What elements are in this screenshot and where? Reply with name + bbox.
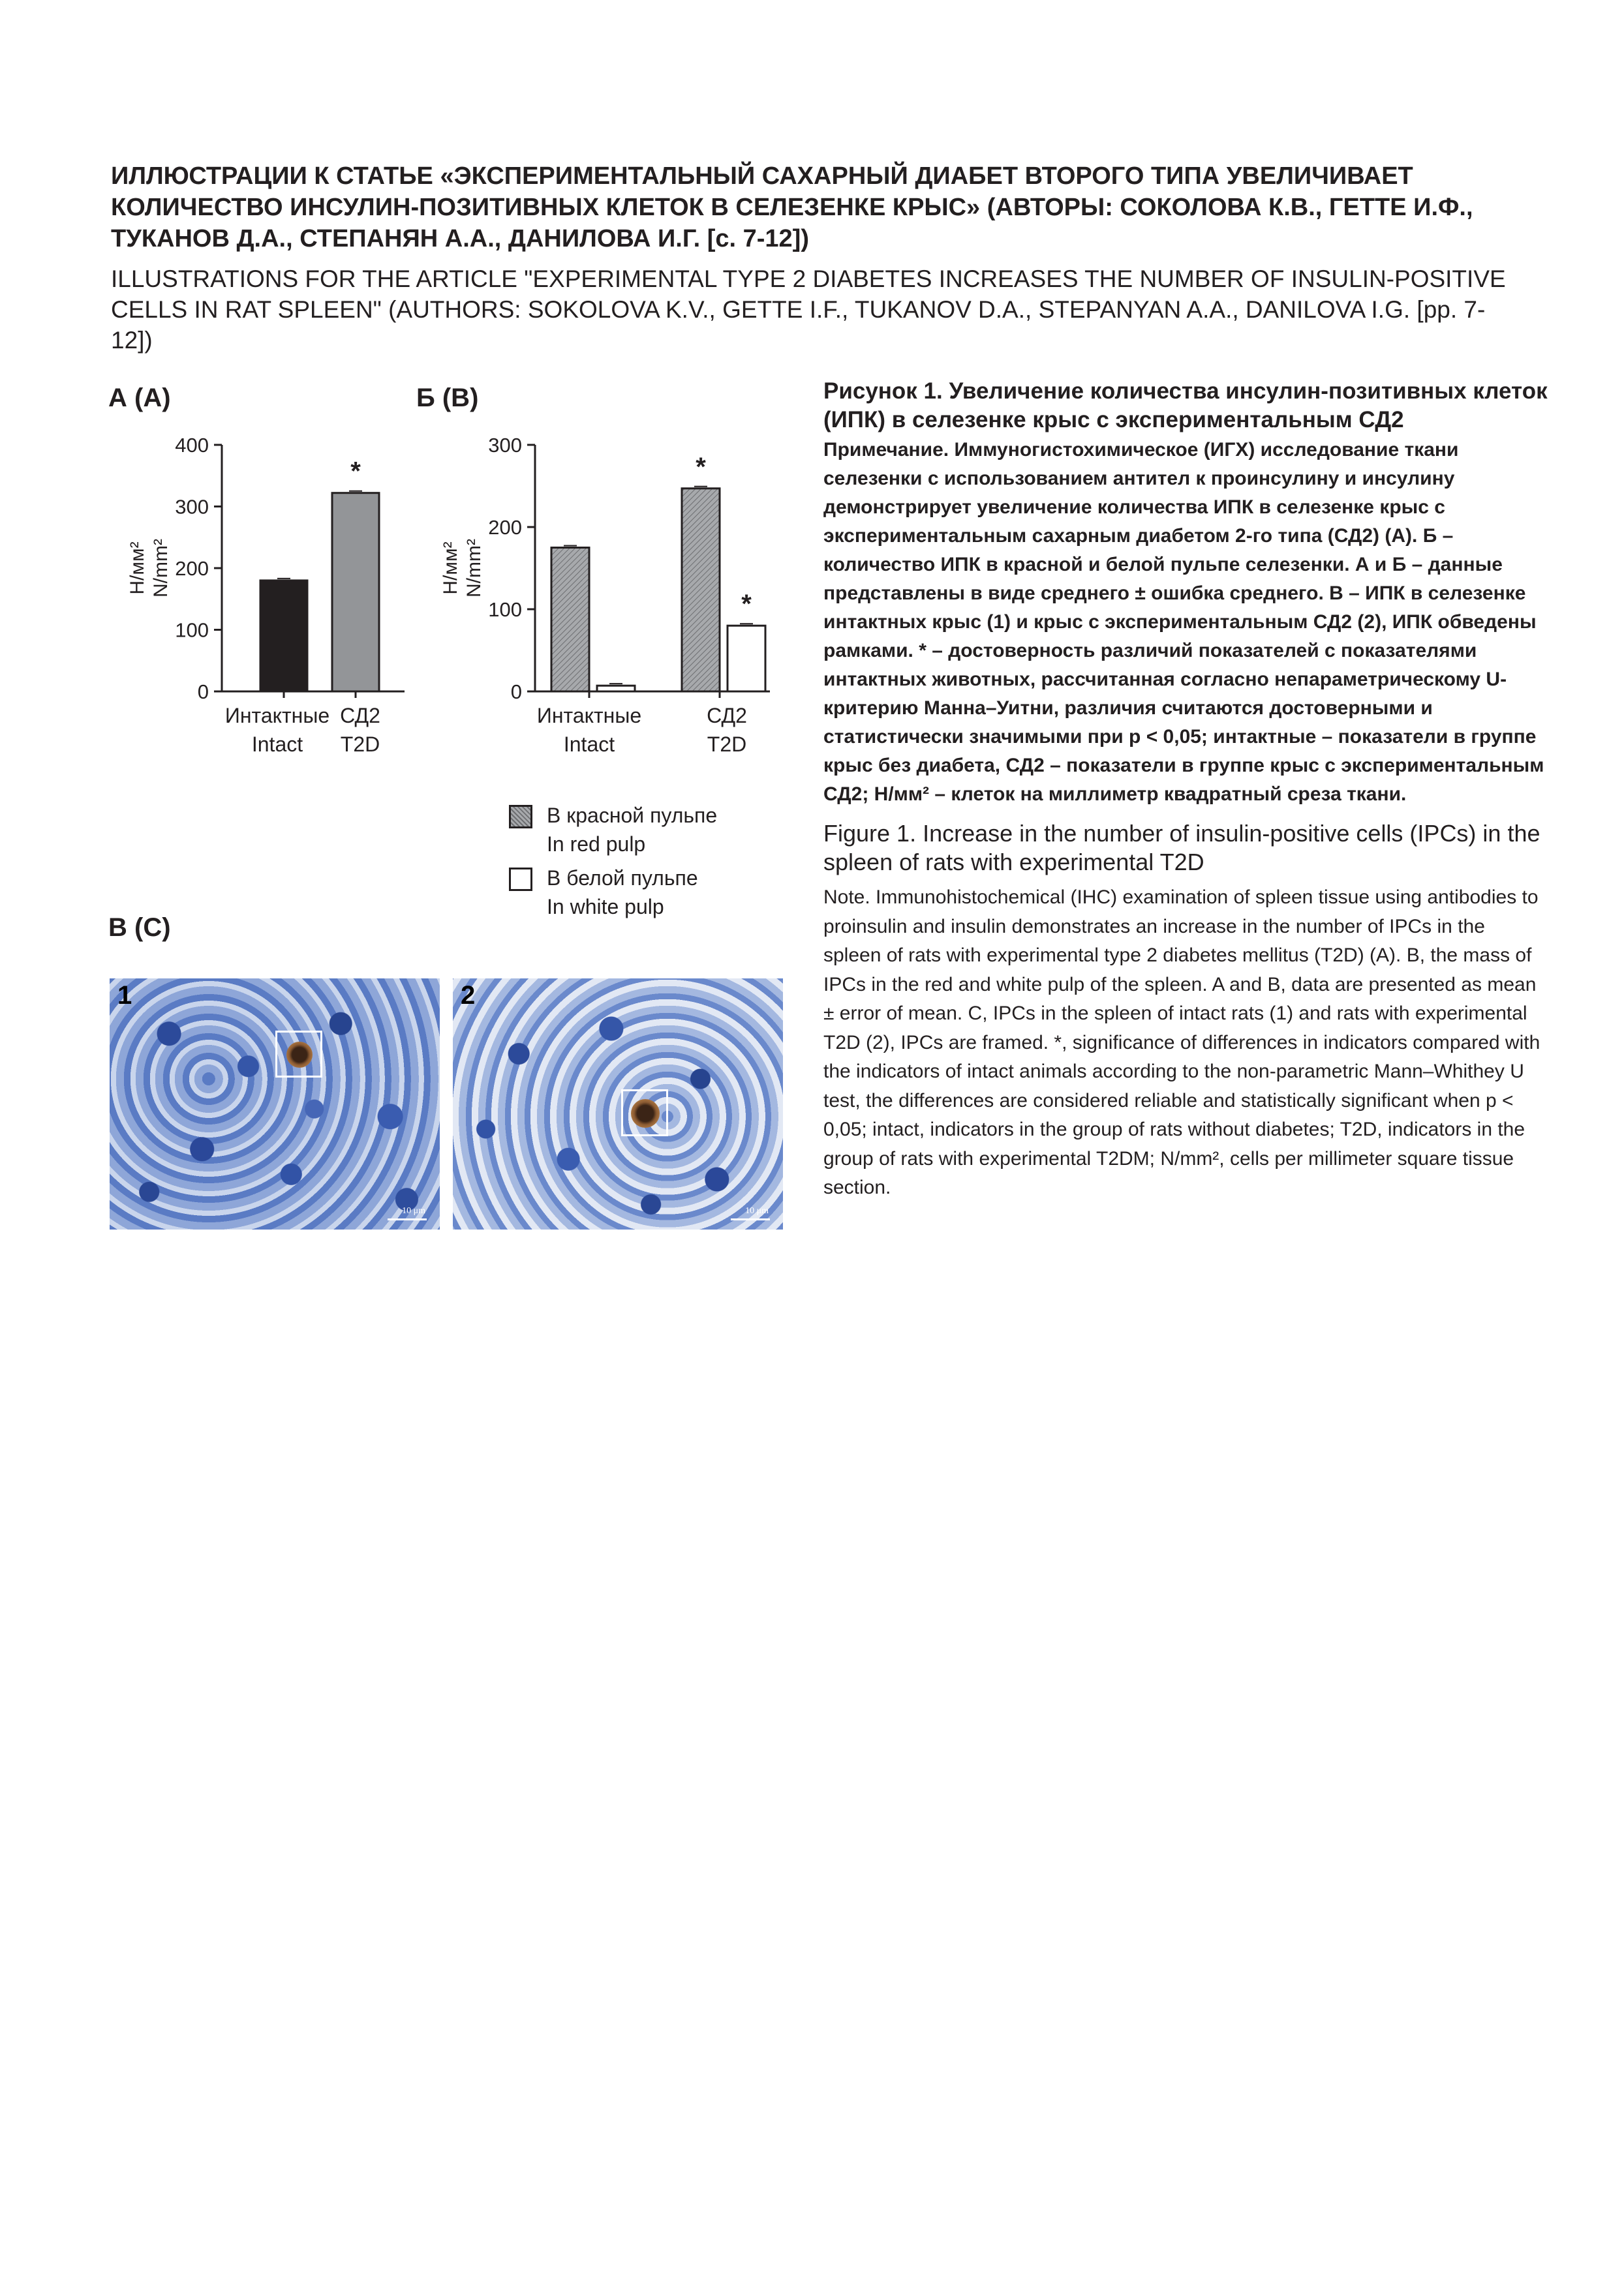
page-header <box>111 160 1514 355</box>
x-tick-label-ru: СД2 <box>340 704 380 727</box>
scale-label: 10 μm <box>402 1206 425 1216</box>
legend-item-white-pulp <box>509 864 783 921</box>
chart-b-legend <box>509 801 783 926</box>
legend-red-en: In red pulp <box>547 832 646 856</box>
y-axis-label-en: N/mm² <box>463 539 485 597</box>
title-russian: ИЛЛЮСТРАЦИИ К СТАТЬЕ «ЭКСПЕРИМЕНТАЛЬНЫЙ САХАРНЫЙ ДИАБЕТ ВТОРОГО ТИПА УВЕЛИЧИВАЕТ КОЛИЧЕСТВО ИНСУЛИН-ПОЗИТИВНЫХ КЛЕТОК В СЕЛЕЗЕНКЕ КРЫС» (АВТОРЫ: СОКОЛОВА К.В., ГЕТТЕ И.Ф., ТУКАНОВ Д.А., СТЕПАНЯН А.А., ДАНИЛОВА И.Г. [с. 7-12]) <box>111 162 1473 252</box>
y-axis-label-ru: Н/мм² <box>440 541 461 595</box>
y-tick-label: 400 <box>175 434 209 457</box>
figure-caption <box>823 377 1548 1203</box>
panel-label-c: В (C) <box>108 913 171 942</box>
significance-marker: * <box>350 457 361 486</box>
y-tick-label: 200 <box>488 516 522 539</box>
scale-label: 10 μm <box>745 1206 769 1216</box>
x-tick-label-en: T2D <box>340 733 380 756</box>
x-tick-label-ru: Интактные <box>224 704 330 727</box>
bar <box>260 581 307 691</box>
chart-b <box>418 417 783 783</box>
bar <box>597 686 635 691</box>
caption-title-ru: Рисунок 1. Увеличение количества инсулин-позитивных клеток (ИПК) в селезенке крыс с экспериментальным СД2 <box>823 378 1548 432</box>
bar <box>682 489 720 691</box>
legend-red-ru: В красной пульпе <box>547 804 718 827</box>
legend-white-en: In white pulp <box>547 895 664 918</box>
micrograph-number: 1 <box>117 981 132 1010</box>
panel-label-b: Б (B) <box>416 384 479 412</box>
caption-note-ru: Примечание. Иммуногистохимическое (ИГХ) исследование ткани селезенки с использованием антител к проинсулину и инсулину демонстрирует увеличение количества ИПК в селезенке крыс с экспериментальным сахарным диабетом 2-го типа (СД2) (А). Б – количество ИПК в красной и белой пульпе селезенки. А и Б – данные представлены в виде среднего ± ошибка среднего. В – ИПК в селезенке интактных крыс (1) и крыс с экспериментальным СД2 (2), ИПК обведены рамками. * – достоверность различий показателей с показателями интактных животных, рассчитанная согласно непараметрическому U-критерию Манна–Уитни, различия считаются достоверными и статистически значимыми при p < 0,05; интактные – показатели в группе крыс без диабета, СД2 – показатели в группе крыс с экспериментальным СД2; Н/мм² – клеток на миллиметр квадратный среза ткани. <box>823 439 1544 805</box>
caption-note-en: Note. Immunohistochemical (IHC) examination of spleen tissue using antibodies to proinsulin and insulin demonstrates an increase in the number of IPCs in the spleen of rats with experimental type 2 diabetes mellitus (T2D) (A). B, the mass of IPCs in the red and white pulp of the spleen. A and B, data are presented as mean ± error of mean. C, IPCs in the spleen of intact rats (1) and rats with experimental T2D (2), IPCs are framed. *, significance of differences in indicators compared with the indicators of intact animals according to the non-parametric Mann–Whithey U test, the differences are considered reliable and statistically significant when p < 0,05; intact, indicators in the group of rats without diabetes; T2D, indicators in the group of rats with experimental T2DM; N/mm², cells per millimeter square tissue section. <box>823 886 1540 1198</box>
x-tick-label-en: T2D <box>707 733 747 756</box>
y-axis-label-en: N/mm² <box>150 539 172 597</box>
bar <box>551 548 589 692</box>
y-tick-label: 0 <box>510 680 522 703</box>
caption-title-en: Figure 1. Increase in the number of insulin-positive cells (IPCs) in the spleen of rats with experimental T2D <box>823 820 1540 875</box>
micrograph-intact <box>110 978 440 1230</box>
x-tick-label-ru: СД2 <box>707 704 747 727</box>
x-tick-label-en: Intact <box>251 733 303 756</box>
title-english: ILLUSTRATIONS FOR THE ARTICLE "EXPERIMENTAL TYPE 2 DIABETES INCREASES THE NUMBER OF INSULIN-POSITIVE CELLS IN RAT SPLEEN" (AUTHORS: SOKOLOVA K.V., GETTE I.F., TUKANOV D.A., STEPANYAN A.A., DANILOVA I.G. [pp. 7-12]) <box>111 265 1506 354</box>
insulin-positive-cell <box>631 1099 660 1128</box>
y-tick-label: 200 <box>175 557 209 580</box>
y-tick-label: 0 <box>197 680 209 703</box>
legend-white-ru: В белой пульпе <box>547 866 698 890</box>
ipc-frame <box>621 1089 668 1136</box>
scale-bar <box>388 1218 427 1220</box>
micrograph-number: 2 <box>461 981 476 1010</box>
x-tick-label-ru: Интактные <box>536 704 642 727</box>
y-axis-title <box>440 539 485 597</box>
y-tick-label: 300 <box>175 495 209 519</box>
x-tick-label-en: Intact <box>563 733 615 756</box>
y-axis-title <box>127 539 172 597</box>
bar <box>728 626 765 691</box>
micrograph-t2d <box>453 978 783 1230</box>
bar <box>332 493 379 691</box>
insulin-positive-cell <box>286 1042 313 1068</box>
panel-label-a: А (A) <box>108 384 171 412</box>
significance-marker: * <box>696 452 706 481</box>
legend-item-red-pulp <box>509 801 783 858</box>
y-tick-label: 100 <box>175 618 209 642</box>
scale-bar <box>731 1218 770 1220</box>
significance-marker: * <box>741 590 752 619</box>
y-axis-label-ru: Н/мм² <box>127 541 148 595</box>
chart-a <box>104 417 418 783</box>
y-tick-label: 100 <box>488 598 522 621</box>
red-pulp-swatch <box>509 805 532 828</box>
white-pulp-swatch <box>509 868 532 891</box>
ipc-frame <box>275 1031 322 1078</box>
y-tick-label: 300 <box>488 434 522 457</box>
